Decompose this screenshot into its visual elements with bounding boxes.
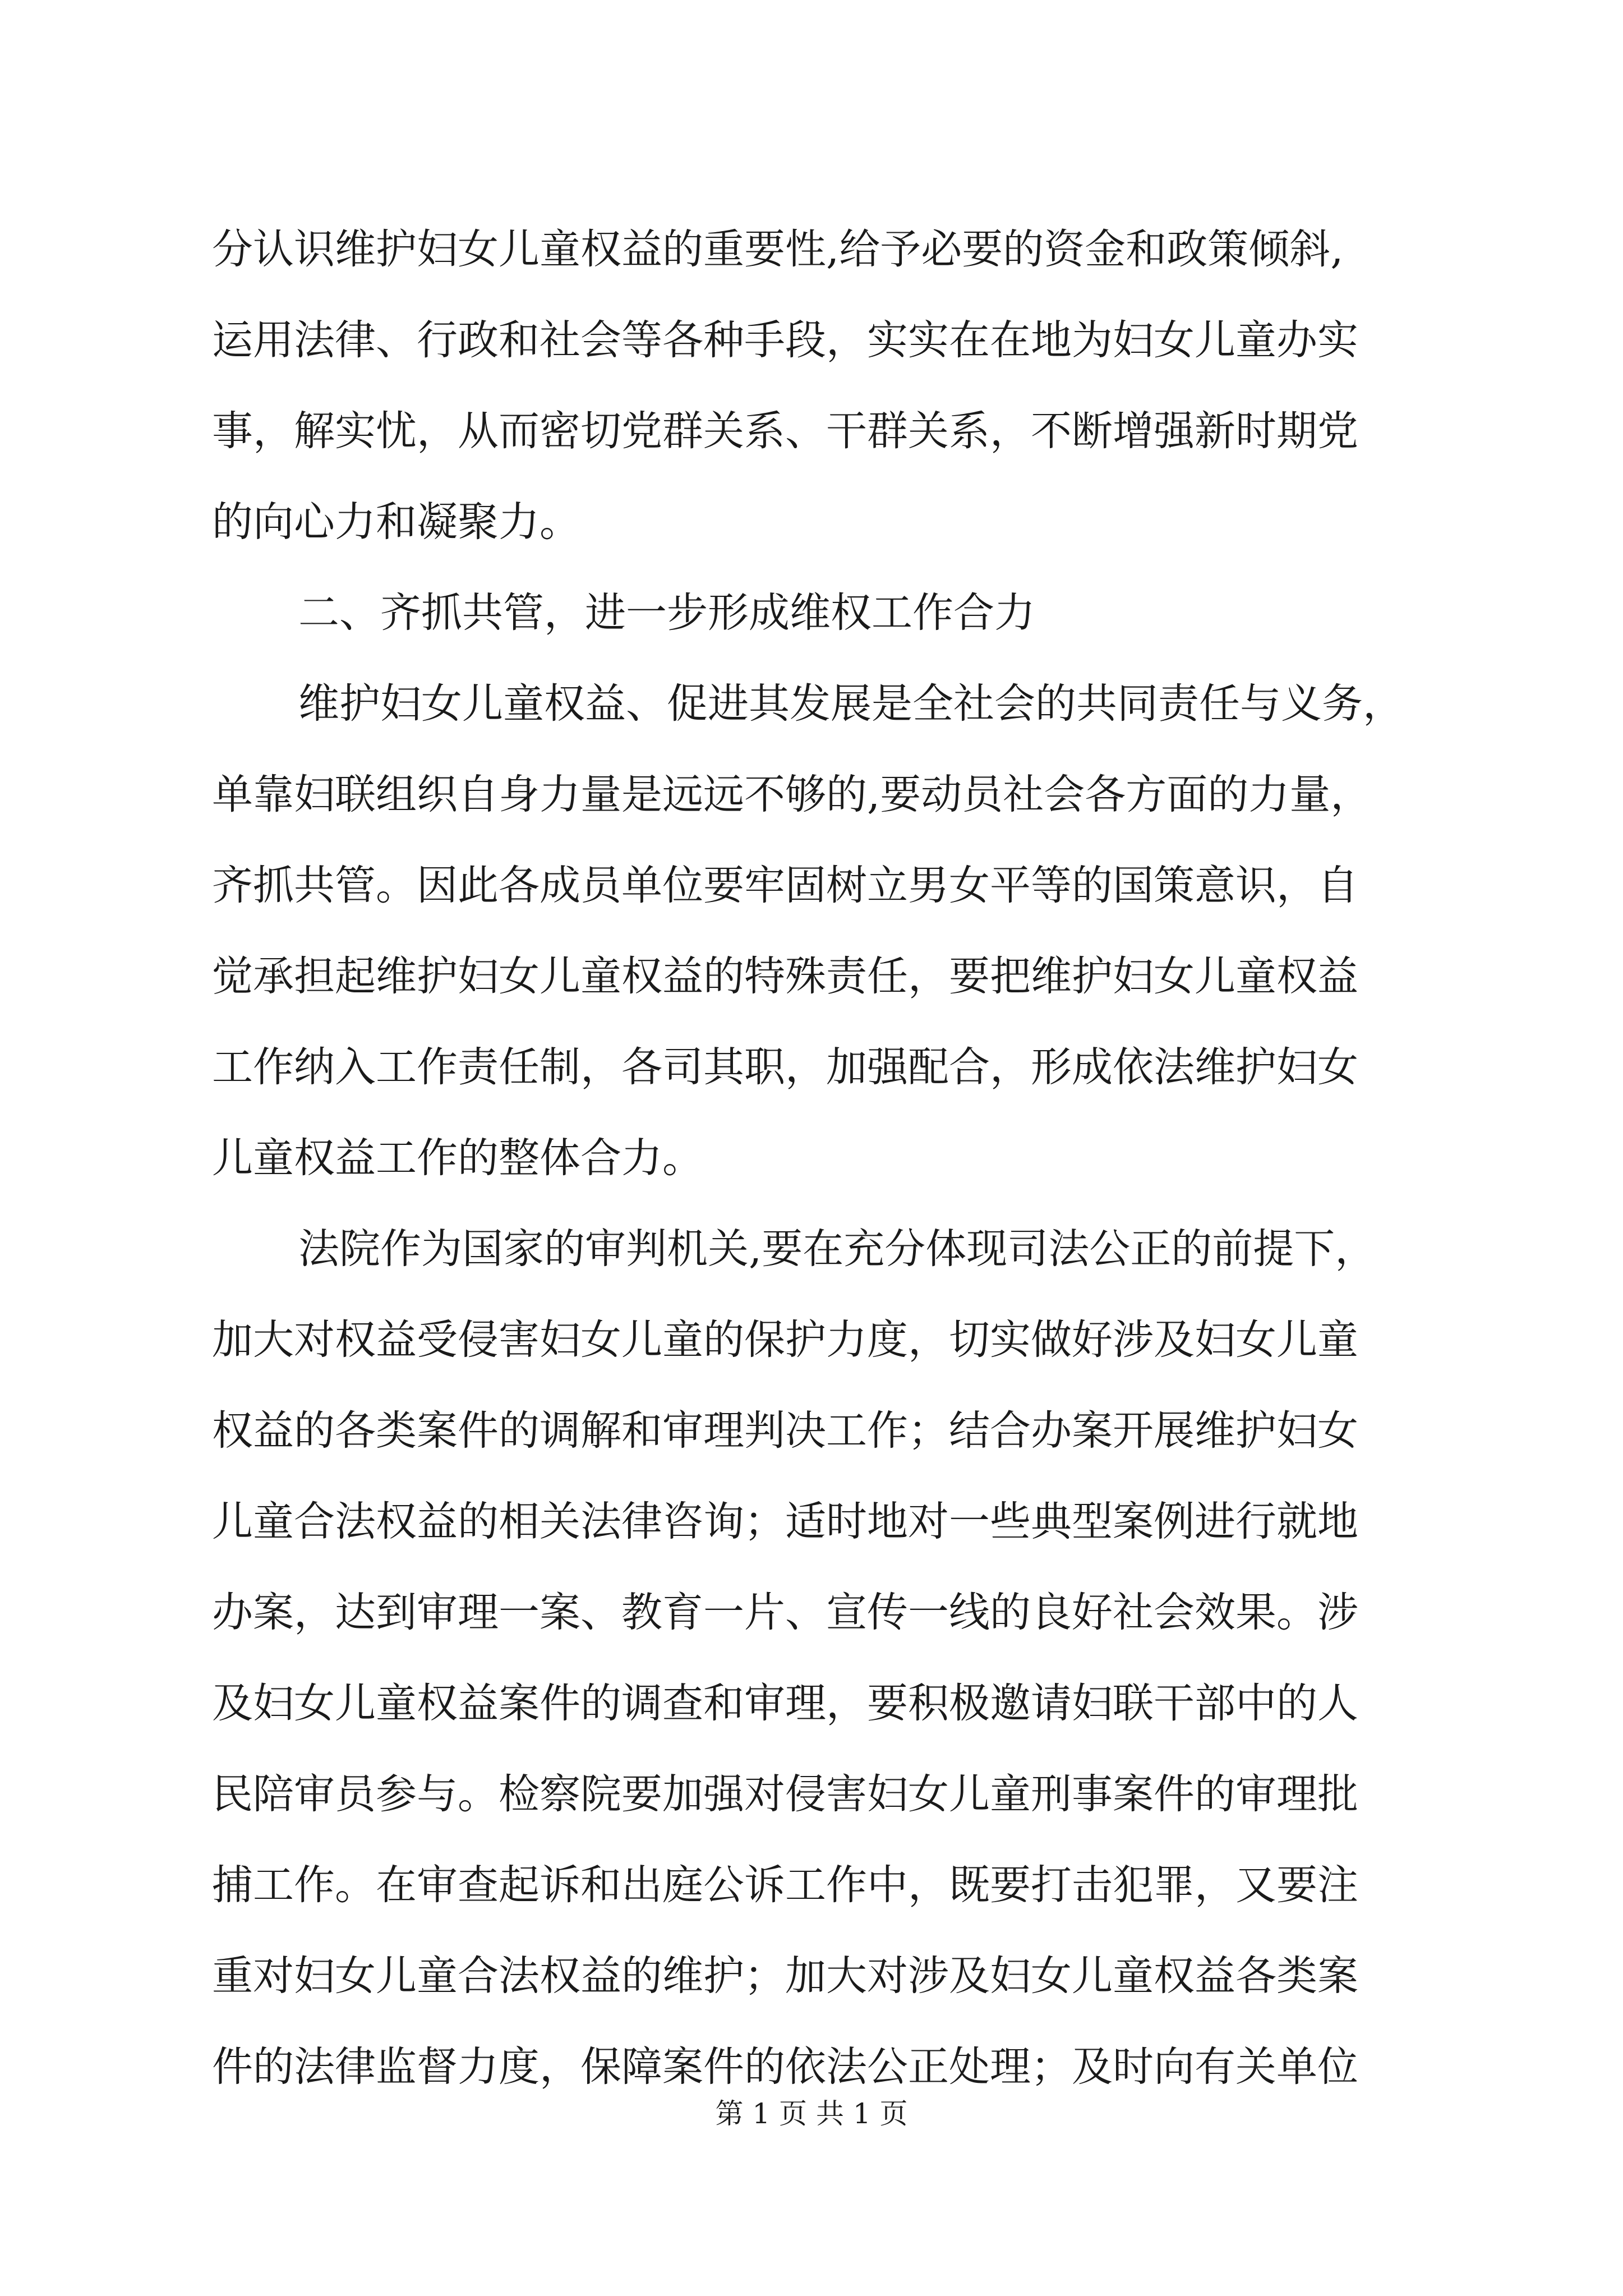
text-line: 权益的各类案件的调解和审理判决工作；结合办案开展维护妇女 [212, 1407, 1358, 1455]
text-line: 单靠妇联组织自身力量是远远不够的,要动员社会各方面的力量， [212, 771, 1372, 818]
text-line: 齐抓共管。因此各成员单位要牢固树立男女平等的国策意识，自 [212, 862, 1358, 909]
text-line: 儿童合法权益的相关法律咨询；适时地对一些典型案例进行就地 [212, 1498, 1358, 1545]
text-line: 加大对权益受侵害妇女儿童的保护力度，切实做好涉及妇女儿童 [212, 1316, 1358, 1364]
text-line: 捕工作。在审查起诉和出庭公诉工作中，既要打击犯罪，又要注 [212, 1861, 1358, 1909]
text-line: 工作纳入工作责任制，各司其职，加强配合，形成依法维护妇女 [212, 1043, 1358, 1091]
text-line: 事，解实忧，从而密切党群关系、干群关系，不断增强新时期党 [212, 407, 1358, 455]
text-line: 运用法律、行政和社会等各种手段，实实在在地为妇女儿童办实 [212, 316, 1358, 364]
text-line: 儿童权益工作的整体合力。 [212, 1134, 703, 1182]
text-line: 法院作为国家的审判机关,要在充分体现司法公正的前提下， [298, 1225, 1376, 1273]
text-line: 及妇女儿童权益案件的调查和审理，要积极邀请妇联干部中的人 [212, 1680, 1358, 1727]
text-line: 件的法律监督力度，保障案件的依法公正处理；及时向有关单位 [212, 2043, 1358, 2091]
text-line: 的向心力和凝聚力。 [212, 498, 580, 546]
page-footer: 第 1 页 共 1 页 [715, 2097, 908, 2130]
text-line: 民陪审员参与。检察院要加强对侵害妇女儿童刑事案件的审理批 [212, 1770, 1358, 1818]
text-line: 办案，达到审理一案、教育一片、宣传一线的良好社会效果。涉 [212, 1589, 1358, 1636]
text-line: 重对妇女儿童合法权益的维护；加大对涉及妇女儿童权益各类案 [212, 1952, 1358, 2000]
section-heading: 二、齐抓共管，进一步形成维权工作合力 [298, 589, 1035, 637]
text-line: 分认识维护妇女儿童权益的重要性,给予必要的资金和政策倾斜, [212, 226, 1344, 273]
text-line: 维护妇女儿童权益、促进其发展是全社会的共同责任与义务， [298, 680, 1404, 728]
text-line: 觉承担起维护妇女儿童权益的特殊责任，要把维护妇女儿童权益 [212, 953, 1358, 1000]
